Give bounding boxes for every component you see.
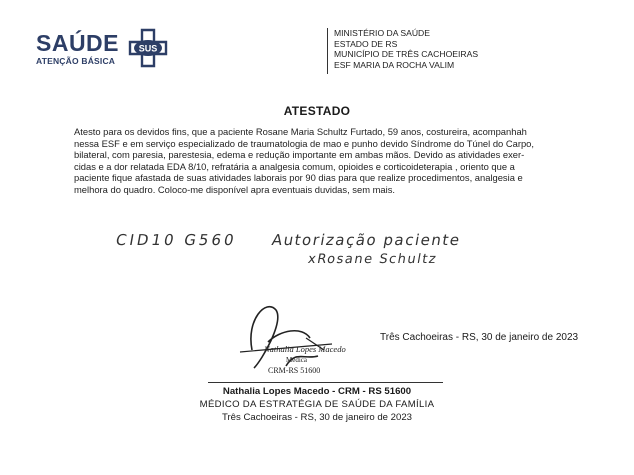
header-line: MINISTÉRIO DA SAÚDE	[334, 28, 430, 38]
header-line: ESTADO DE RS	[334, 38, 398, 49]
doctor-stamp-and-signature	[206, 290, 366, 382]
body-line: cidas e a dor relatada EDA 8/10, refratária a analgesia comum, opioides e corticoideterapia , oriento que a	[74, 160, 515, 172]
logo-brand: SAÚDE	[36, 30, 120, 56]
body-line: melhora do quadro. Coloco-me disponível apra eventuais duvidas, sem mais.	[74, 183, 396, 195]
body-line: bilateral, com paresia, parestesia, edema e redução importante em ambas mãos. Devido as atividades exer-	[74, 149, 525, 161]
certificate-body	[74, 126, 584, 196]
handwritten-cid-code: CID10 G560	[114, 231, 239, 249]
signature-date: Três Cachoeiras - RS, 30 de janeiro de 2023	[221, 412, 413, 423]
doctor-name: Nathalia Lopes Macedo - CRM - RS 51600	[222, 386, 412, 397]
sus-cross-icon	[128, 28, 168, 68]
stamp-role: Médica	[286, 356, 307, 364]
saude-atencao-basica-logo	[34, 22, 174, 72]
sus-badge-text: SUS	[138, 43, 158, 54]
handwritten-patient-signature: xRosane Schultz	[306, 252, 439, 267]
body-line: Atesto para os devidos fins, que a paciente Rosane Maria Schultz Furtado, 59 anos, costureira, acompanhah	[74, 126, 527, 137]
institution-header	[334, 28, 478, 70]
body-line: nessa ESF e em serviço especializado de traumatologia de mao e punho devido Síndrome do Túnel do Carpo,	[74, 137, 534, 149]
issue-date: Três Cachoeiras - RS, 30 de janeiro de 2023	[380, 332, 579, 343]
header-line: ESF MARIA DA ROCHA VALIM	[334, 59, 455, 70]
logo-subtitle: ATENÇÃO BÁSICA	[36, 56, 116, 66]
doctor-role: MÉDICO DA ESTRATÉGIA DE SAÚDE DA FAMÍLIA	[199, 399, 435, 410]
stamp-name: Nathalia Lopes Macedo	[264, 344, 346, 354]
document-title: ATESTADO	[283, 104, 351, 118]
stamp-crm: CRM-RS 51600	[268, 366, 321, 375]
header-line: MUNICÍPIO DE TRÊS CACHOEIRAS	[334, 49, 479, 60]
header-divider	[327, 28, 328, 74]
signature-line	[208, 382, 443, 383]
body-line: paciente fique afastada de suas atividades laborais por 90 dias para que realize procedimentos, analgesia e	[74, 172, 523, 184]
handwritten-authorization: Autorização paciente	[270, 231, 463, 249]
